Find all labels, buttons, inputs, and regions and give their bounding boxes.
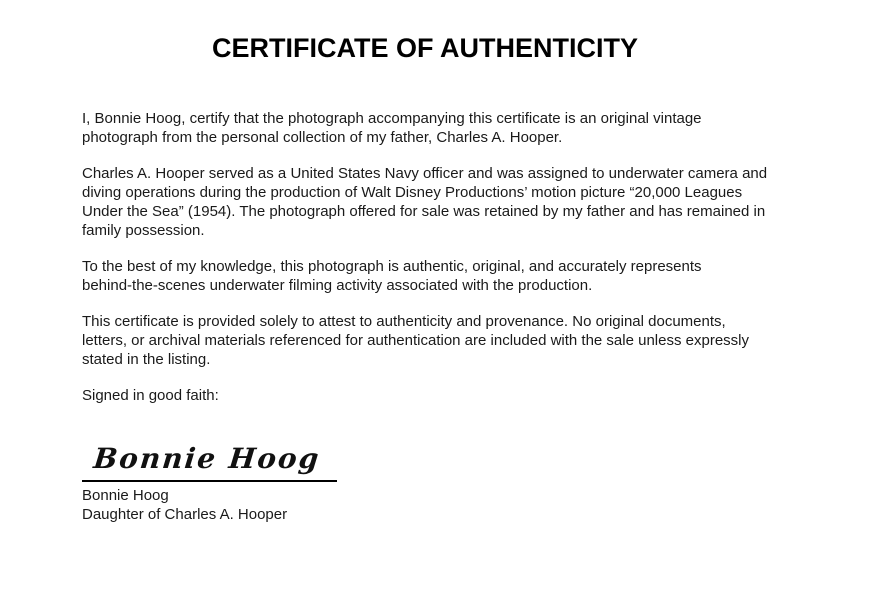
signature-line: [82, 480, 337, 482]
paragraph-attestation-line: behind-the-scenes underwater filming activity associated with the production.: [82, 277, 593, 294]
paragraph-disclaimer-line: This certificate is provided solely to attest to authenticity and provenance. No original documents,: [82, 313, 726, 330]
paragraph-background: [82, 164, 782, 240]
paragraph-disclaimer-line: stated in the listing.: [82, 351, 211, 368]
paragraph-background-line: Charles A. Hooper served as a United States Navy officer and was assigned to underwater camera and: [82, 165, 768, 182]
signature-block: [82, 443, 782, 524]
paragraph-disclaimer: [82, 312, 782, 369]
paragraph-attestation: [82, 257, 782, 295]
paragraph-closing: [82, 386, 782, 405]
paragraph-attestation-line: To the best of my knowledge, this photograph is authentic, original, and accurately represents: [82, 258, 702, 275]
paragraph-background-line: Under the Sea” (1954). The photograph offered for sale was retained by my father and has remained in: [82, 203, 766, 220]
paragraph-intro-line: I, Bonnie Hoog, certify that the photograph accompanying this certificate is an original vintage: [82, 110, 702, 127]
signature-printed-name: Bonnie Hoog: [82, 487, 169, 504]
paragraph-intro: [82, 109, 782, 147]
paragraph-closing-line: Signed in good faith:: [82, 387, 219, 404]
certificate-title: CERTIFICATE OF AUTHENTICITY: [212, 33, 638, 63]
signature-relation: Daughter of Charles A. Hooper: [82, 506, 288, 523]
paragraph-intro-line: photograph from the personal collection of my father, Charles A. Hooper.: [82, 129, 563, 146]
signature-handwriting: Bonnie Hoog: [92, 442, 323, 475]
paragraph-background-line: family possession.: [82, 222, 205, 239]
paragraph-background-line: diving operations during the production of Walt Disney Productions’ motion picture “20,000 Leagues: [82, 184, 743, 201]
paragraph-disclaimer-line: letters, or archival materials referenced for authentication are included with the sale unless expressly: [82, 332, 750, 349]
